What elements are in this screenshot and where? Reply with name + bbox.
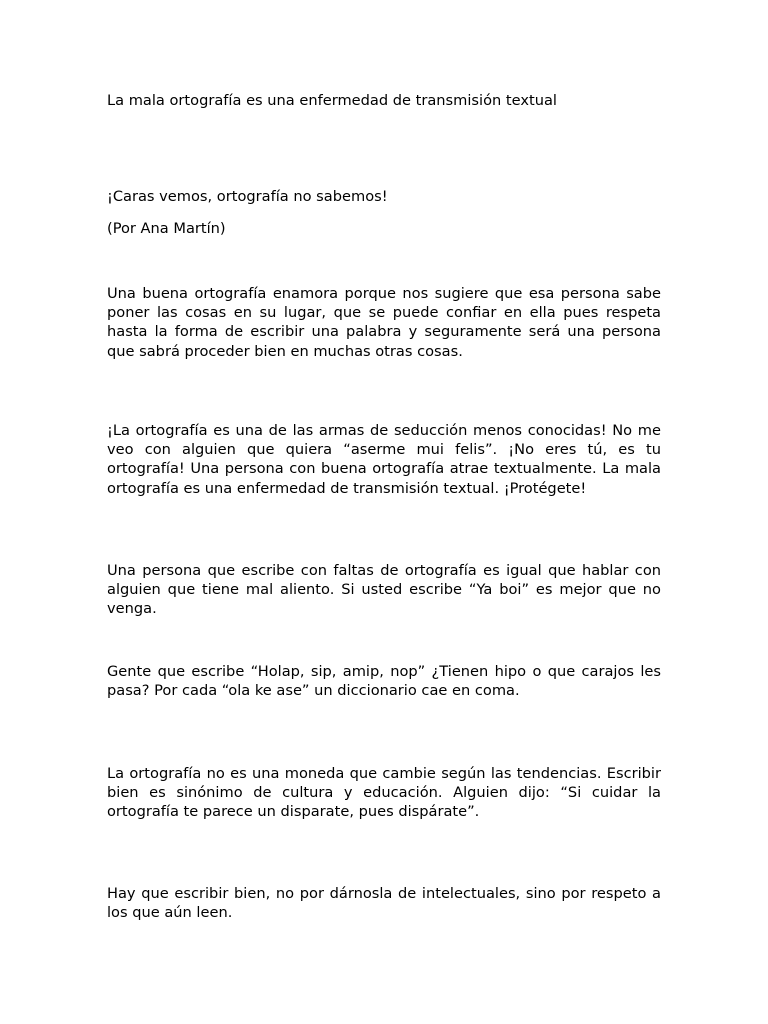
- paragraph-4: Gente que escribe “Holap, sip, amip, nop” ¿Tienen hipo o que carajos les pasa? Por cada “ola ke ase” un diccionario cae en coma.: [107, 663, 661, 700]
- author-byline: (Por Ana Martín): [107, 220, 226, 237]
- paragraph-1: Una buena ortografía enamora porque nos sugiere que esa persona sabe poner las cosas en su lugar, que se puede confiar en ella pues respeta hasta la forma de escribir una palabra y seguramente será una persona que sabrá proceder bien en muchas otras cosas.: [107, 285, 661, 360]
- document-heading: ¡Caras vemos, ortografía no sabemos!: [107, 188, 388, 205]
- document-title: La mala ortografía es una enfermedad de transmisión textual: [107, 92, 557, 109]
- paragraph-5: La ortografía no es una moneda que cambie según las tendencias. Escribir bien es sinónimo de cultura y educación. Alguien dijo: “Si cuidar la ortografía te parece un disparate, pues dispárate”.: [107, 765, 661, 821]
- paragraph-2: ¡La ortografía es una de las armas de seducción menos conocidas! No me veo con alguien que quiera “aserme mui felis”. ¡No eres tú, es tu ortografía! Una persona con buena ortografía atrae textualmente. La mala ortografía es una enfermedad de transmisión textual. ¡Protégete!: [107, 422, 661, 497]
- paragraph-3: Una persona que escribe con faltas de ortografía es igual que hablar con alguien que tiene mal aliento. Si usted escribe “Ya boi” es mejor que no venga.: [107, 562, 661, 618]
- paragraph-6: Hay que escribir bien, no por dárnosla de intelectuales, sino por respeto a los que aún leen.: [107, 885, 661, 922]
